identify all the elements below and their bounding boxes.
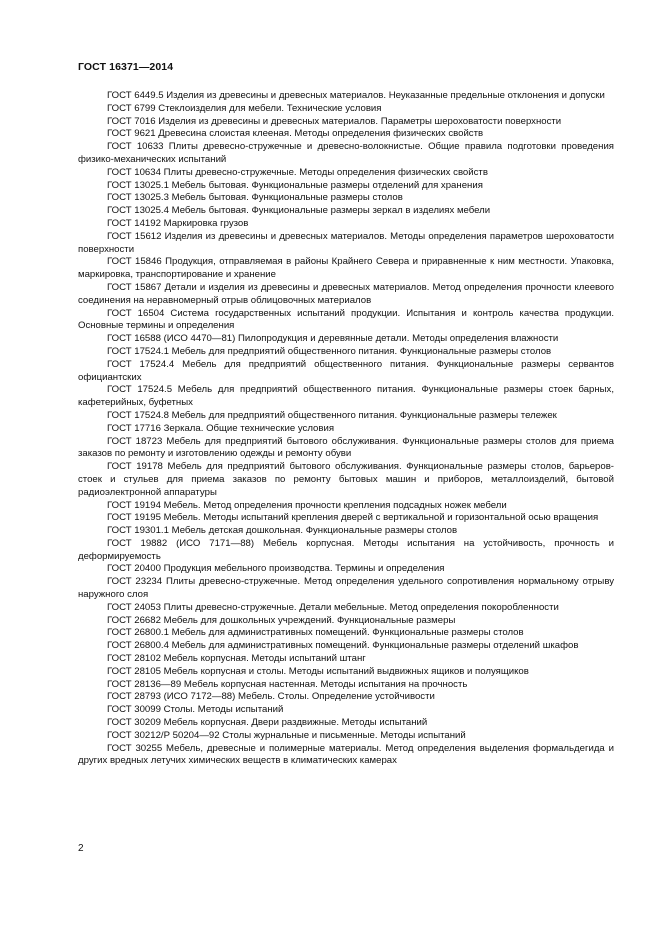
reference-entry: ГОСТ 7016 Изделия из древесины и древесных материалов. Параметры шероховатости поверхности	[107, 115, 562, 127]
reference-entry: ГОСТ 18723 Мебель для предприятий бытового обслуживания. Функциональные размеры столов для приема заказов по ремонту и изготовлению одежды и ремонту обуви	[78, 435, 614, 460]
reference-entry: ГОСТ 30255 Мебель, древесные и полимерные материалы. Метод определения выделения формальдегида и других вредных летучих химических веществ в климатических камерах	[78, 742, 614, 767]
reference-entry: ГОСТ 23234 Плиты древесно-стружечные. Метод определения удельного сопротивления нормальному отрыву наружного слоя	[78, 576, 614, 601]
reference-entry: ГОСТ 28136—89 Мебель корпусная настенная. Методы испытания на прочность	[107, 678, 468, 690]
page-number: 2	[78, 843, 84, 854]
reference-entry: ГОСТ 17524.8 Мебель для предприятий общественного питания. Функциональные размеры тележек	[107, 409, 557, 421]
reference-entry: ГОСТ 6449.5 Изделия из древесины и древесных материалов. Неуказанные предельные отклонения и допуски	[107, 90, 605, 101]
reference-entry: ГОСТ 6799 Стеклоизделия для мебели. Технические условия	[107, 102, 382, 114]
reference-entry: ГОСТ 30212/Р 50204—92 Столы журнальные и письменные. Методы испытаний	[107, 729, 466, 741]
reference-entry: ГОСТ 28105 Мебель корпусная и столы. Методы испытаний выдвижных ящиков и полуящиков	[107, 665, 529, 677]
reference-entry: ГОСТ 17524.5 Мебель для предприятий общественного питания. Функциональные размеры стоек барных, кафетерийных, буфетных	[78, 384, 614, 409]
reference-entry: ГОСТ 13025.3 Мебель бытовая. Функциональные размеры столов	[107, 192, 403, 204]
reference-entry: ГОСТ 19178 Мебель для предприятий бытового обслуживания. Функциональные размеры столов, барьеров-стоек и стульев для приема заказов по ремонту бытовых машин и приборов, металлоизделий, бытовой радиоэлектронной аппаратуры	[78, 461, 614, 498]
normative-references-list	[78, 90, 614, 768]
reference-entry: ГОСТ 17524.4 Мебель для предприятий общественного питания. Функциональные размеры сервантов официантских	[78, 358, 614, 383]
reference-entry: ГОСТ 9621 Древесина слоистая клееная. Методы определения физических свойств	[107, 128, 484, 140]
reference-entry: ГОСТ 15612 Изделия из древесины и древесных материалов. Методы определения параметров шероховатости поверхности	[78, 230, 614, 255]
reference-entry: ГОСТ 17716 Зеркала. Общие технические условия	[107, 422, 335, 434]
document-header: ГОСТ 16371—2014	[78, 61, 174, 73]
reference-entry: ГОСТ 19195 Мебель. Методы испытаний крепления дверей с вертикальной и горизонтальной осью вращения	[107, 512, 599, 524]
reference-entry: ГОСТ 16588 (ИСО 4470—81) Пилопродукция и деревянные детали. Методы определения влажности	[107, 333, 559, 345]
reference-entry: ГОСТ 10634 Плиты древесно-стружечные. Методы определения физических свойств	[107, 166, 488, 178]
reference-entry: ГОСТ 26800.1 Мебель для административных помещений. Функциональные размеры столов	[107, 627, 524, 639]
reference-entry: ГОСТ 19882 (ИСО 7171—88) Мебель корпусная. Методы испытания на устойчивость, прочность и деформируемость	[78, 537, 614, 562]
reference-entry: ГОСТ 24053 Плиты древесно-стружечные. Детали мебельные. Метод определения покоробленности	[107, 601, 559, 613]
reference-entry: ГОСТ 28102 Мебель корпусная. Методы испытаний штанг	[107, 653, 366, 665]
reference-entry: ГОСТ 17524.1 Мебель для предприятий общественного питания. Функциональные размеры столов	[107, 345, 552, 357]
reference-entry: ГОСТ 13025.1 Мебель бытовая. Функциональные размеры отделений для хранения	[107, 179, 483, 191]
reference-entry: ГОСТ 28793 (ИСО 7172—88) Мебель. Столы. Определение устойчивости	[107, 691, 435, 703]
reference-entry: ГОСТ 30209 Мебель корпусная. Двери раздвижные. Методы испытаний	[107, 717, 428, 729]
reference-entry: ГОСТ 26800.4 Мебель для административных помещений. Функциональные размеры отделений шкафов	[107, 640, 579, 652]
reference-entry: ГОСТ 10633 Плиты древесно-стружечные и древесно-волокнистые. Общие правила подготовки проведения физико-механических испытаний	[78, 141, 614, 165]
reference-entry: ГОСТ 15867 Детали и изделия из древесины и древесных материалов. Метод определения прочности клеевого соединения на неравномерный отрыв облицовочных материалов	[78, 281, 614, 306]
reference-entry: ГОСТ 20400 Продукция мебельного производства. Термины и определения	[107, 563, 445, 575]
reference-entry: ГОСТ 14192 Маркировка грузов	[107, 217, 249, 229]
reference-entry: ГОСТ 26682 Мебель для дошкольных учреждений. Функциональные размеры	[107, 614, 456, 626]
reference-entry: ГОСТ 19301.1 Мебель детская дошкольная. Функциональные размеры столов	[107, 525, 458, 537]
reference-entry: ГОСТ 30099 Столы. Методы испытаний	[107, 704, 284, 716]
reference-entry: ГОСТ 16504 Система государственных испытаний продукции. Испытания и контроль качества продукции. Основные термины и определения	[78, 307, 614, 332]
reference-entry: ГОСТ 19194 Мебель. Метод определения прочности крепления подсадных ножек мебели	[107, 499, 507, 511]
reference-entry: ГОСТ 15846 Продукция, отправляемая в районы Крайнего Севера и приравненные к ним местности. Упаковка, маркировка, транспортирование и хранение	[78, 256, 614, 281]
reference-entry: ГОСТ 13025.4 Мебель бытовая. Функциональные размеры зеркал в изделиях мебели	[107, 205, 491, 217]
